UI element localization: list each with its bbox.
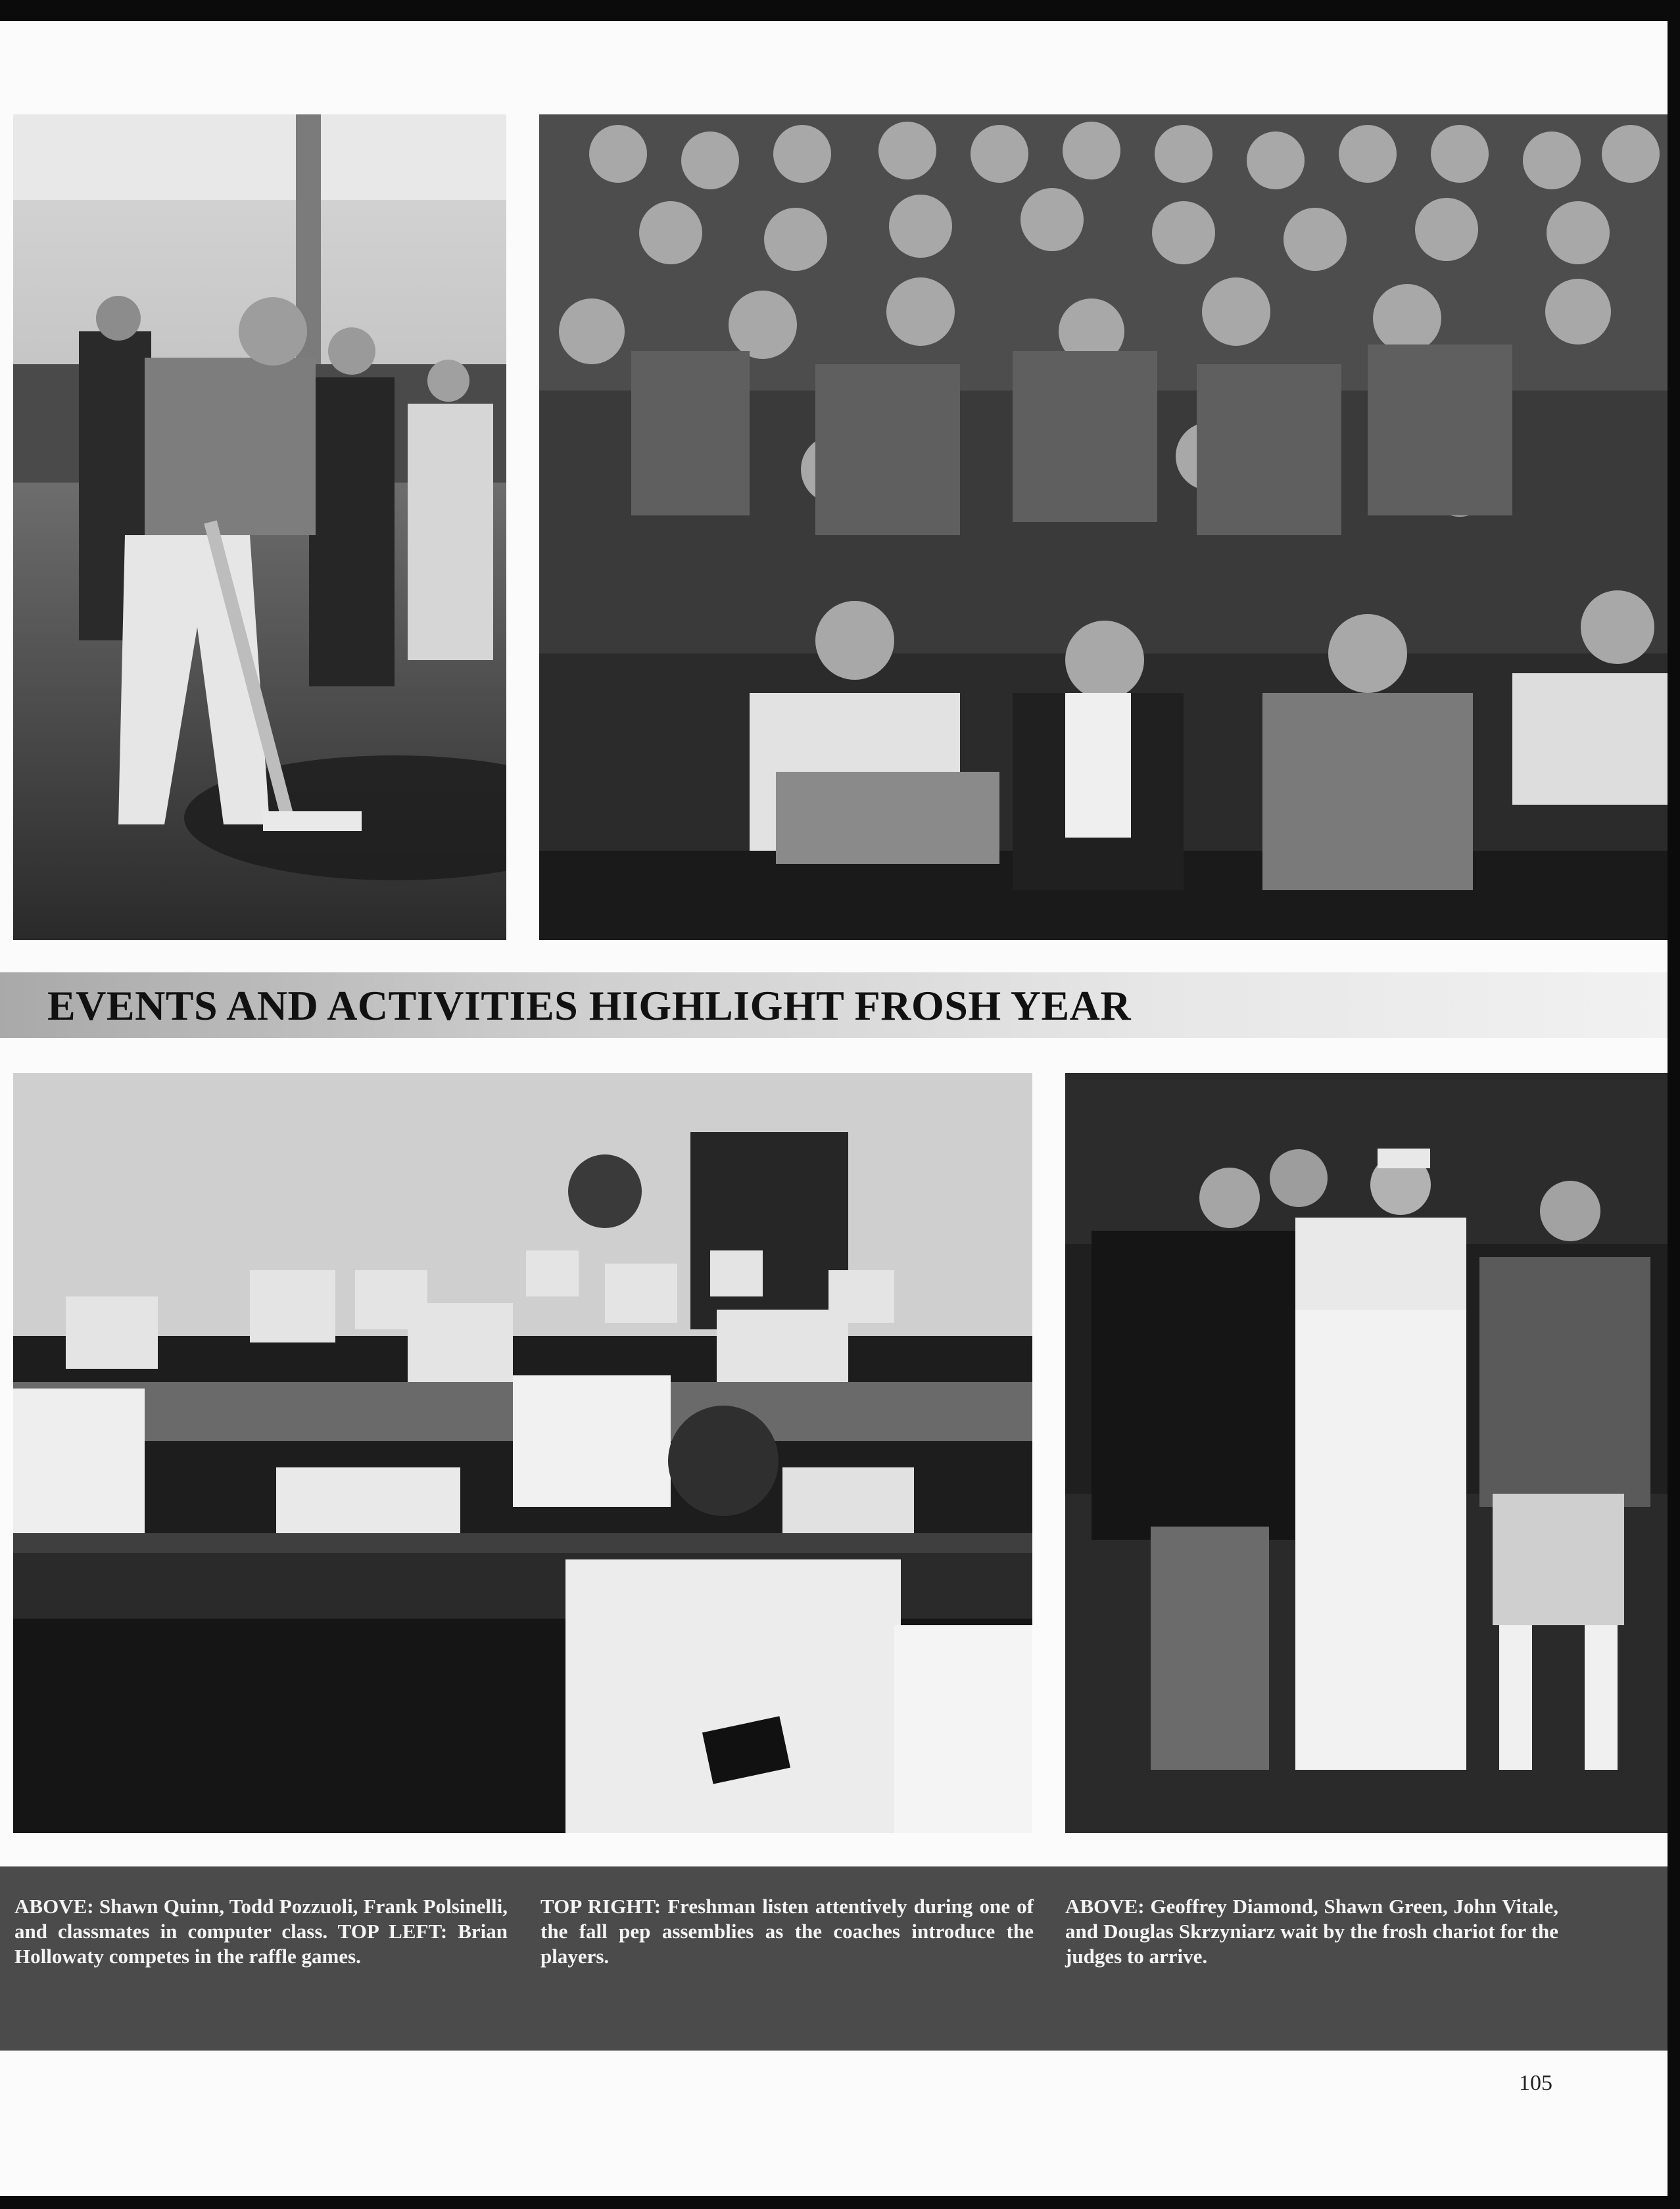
photo-pep-assembly-crowd (539, 114, 1668, 940)
yearbook-page (0, 21, 1668, 2196)
headline-band (0, 972, 1668, 1038)
photo-hockey-raffle-game (13, 114, 506, 940)
caption-pep-assembly: TOP RIGHT: Freshman listen attentively during one of the fall pep assemblies as the coaches introduce the players. (540, 1895, 1034, 1968)
caption-frosh-chariot: ABOVE: Geoffrey Diamond, Shawn Green, John Vitale, and Douglas Skrzyniarz wait by the frosh chariot for the judges to arrive. (1065, 1895, 1558, 1968)
photo-frosh-chariot-group (1065, 1073, 1668, 1833)
page-number: 105 (1519, 2071, 1552, 2095)
caption-computer-class-and-raffle: ABOVE: Shawn Quinn, Todd Pozzuoli, Frank Polsinelli, and classmates in computer class. TOP LEFT: Brian Hollowaty competes in the raffle games. (14, 1895, 508, 1968)
page-headline: EVENTS AND ACTIVITIES HIGHLIGHT FROSH YEAR (47, 982, 1132, 1029)
caption-band (0, 1866, 1668, 2051)
photo-computer-class (13, 1073, 1032, 1833)
